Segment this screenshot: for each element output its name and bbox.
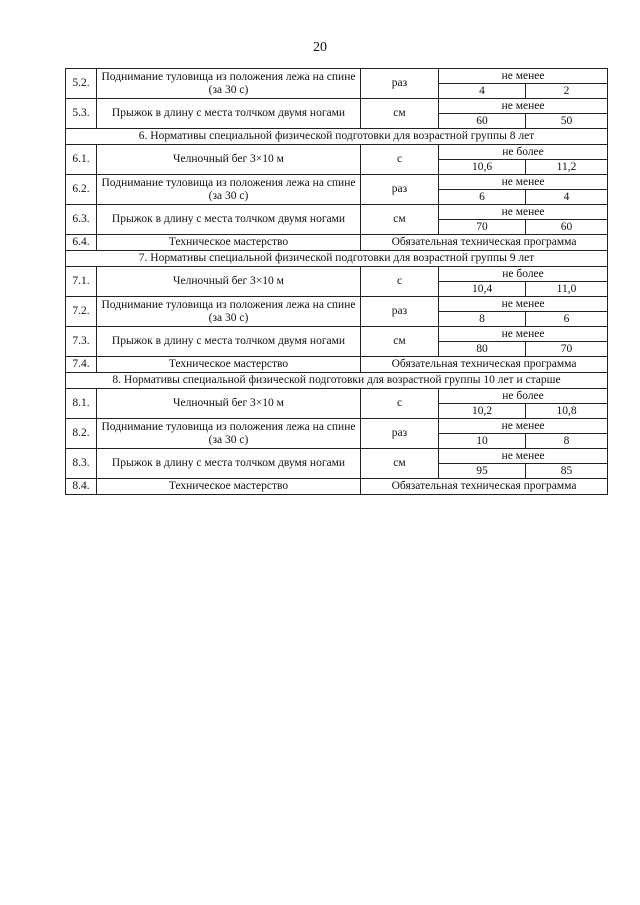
- table-row: [66, 99, 608, 114]
- exercise-name: Техническое мастерство: [97, 357, 361, 373]
- row-number: 7.2.: [66, 297, 97, 327]
- row-number: 7.4.: [66, 357, 97, 373]
- value-girls: 50: [526, 114, 608, 129]
- section-title: 8. Нормативы специальной физической подготовки для возрастной группы 10 лет и старше: [66, 373, 608, 389]
- value-girls: 85: [526, 464, 608, 479]
- unit: раз: [361, 419, 439, 449]
- condition: не менее: [439, 297, 608, 312]
- table-row: [66, 389, 608, 404]
- row-number: 6.1.: [66, 145, 97, 175]
- unit: раз: [361, 297, 439, 327]
- value-boys: 95: [439, 464, 526, 479]
- condition: не менее: [439, 449, 608, 464]
- exercise-name: Поднимание туловища из положения лежа на спине (за 30 с): [97, 297, 361, 327]
- condition: не менее: [439, 69, 608, 84]
- section-header-row: [66, 373, 608, 389]
- unit: см: [361, 99, 439, 129]
- condition: не менее: [439, 205, 608, 220]
- value-boys: 10: [439, 434, 526, 449]
- value-girls: 4: [526, 190, 608, 205]
- exercise-name: Поднимание туловища из положения лежа на спине (за 30 с): [97, 175, 361, 205]
- exercise-name: Техническое мастерство: [97, 235, 361, 251]
- value-boys: 60: [439, 114, 526, 129]
- value-boys: 10,2: [439, 404, 526, 419]
- section-title: 7. Нормативы специальной физической подготовки для возрастной группы 9 лет: [66, 251, 608, 267]
- table-row: [66, 297, 608, 312]
- value-boys: 6: [439, 190, 526, 205]
- exercise-name: Прыжок в длину с места толчком двумя ногами: [97, 99, 361, 129]
- row-number: 8.3.: [66, 449, 97, 479]
- requirement: Обязательная техническая программа: [361, 357, 608, 373]
- section-title: 6. Нормативы специальной физической подготовки для возрастной группы 8 лет: [66, 129, 608, 145]
- unit: с: [361, 145, 439, 175]
- row-number: 7.1.: [66, 267, 97, 297]
- value-girls: 70: [526, 342, 608, 357]
- table-row: [66, 175, 608, 190]
- value-girls: 10,8: [526, 404, 608, 419]
- unit: раз: [361, 69, 439, 99]
- row-number: 8.2.: [66, 419, 97, 449]
- value-girls: 2: [526, 84, 608, 99]
- row-number: 6.4.: [66, 235, 97, 251]
- exercise-name: Челночный бег 3×10 м: [97, 267, 361, 297]
- value-boys: 8: [439, 312, 526, 327]
- table-row: [66, 235, 608, 251]
- exercise-name: Прыжок в длину с места толчком двумя ногами: [97, 449, 361, 479]
- section-header-row: [66, 251, 608, 267]
- condition: не более: [439, 267, 608, 282]
- unit: см: [361, 205, 439, 235]
- value-boys: 80: [439, 342, 526, 357]
- table-row: [66, 327, 608, 342]
- table-row: [66, 267, 608, 282]
- condition: не более: [439, 145, 608, 160]
- condition: не менее: [439, 327, 608, 342]
- exercise-name: Поднимание туловища из положения лежа на спине (за 30 с): [97, 419, 361, 449]
- value-girls: 8: [526, 434, 608, 449]
- requirement: Обязательная техническая программа: [361, 235, 608, 251]
- exercise-name: Челночный бег 3×10 м: [97, 145, 361, 175]
- exercise-name: Прыжок в длину с места толчком двумя ногами: [97, 205, 361, 235]
- standards-table-body: [66, 69, 608, 495]
- row-number: 5.2.: [66, 69, 97, 99]
- value-boys: 4: [439, 84, 526, 99]
- table-row: [66, 479, 608, 495]
- table-row: [66, 145, 608, 160]
- value-girls: 11,2: [526, 160, 608, 175]
- requirement: Обязательная техническая программа: [361, 479, 608, 495]
- value-girls: 60: [526, 220, 608, 235]
- value-boys: 10,6: [439, 160, 526, 175]
- unit: с: [361, 389, 439, 419]
- unit: см: [361, 327, 439, 357]
- table-row: [66, 357, 608, 373]
- value-girls: 11,0: [526, 282, 608, 297]
- condition: не менее: [439, 175, 608, 190]
- row-number: 6.3.: [66, 205, 97, 235]
- condition: не менее: [439, 99, 608, 114]
- page-number: 20: [313, 40, 327, 55]
- row-number: 5.3.: [66, 99, 97, 129]
- unit: раз: [361, 175, 439, 205]
- value-boys: 10,4: [439, 282, 526, 297]
- row-number: 7.3.: [66, 327, 97, 357]
- unit: см: [361, 449, 439, 479]
- exercise-name: Поднимание туловища из положения лежа на спине (за 30 с): [97, 69, 361, 99]
- table-row: [66, 69, 608, 84]
- value-girls: 6: [526, 312, 608, 327]
- unit: с: [361, 267, 439, 297]
- table-row: [66, 205, 608, 220]
- condition: не более: [439, 389, 608, 404]
- row-number: 8.1.: [66, 389, 97, 419]
- condition: не менее: [439, 419, 608, 434]
- standards-table: [65, 68, 608, 495]
- table-row: [66, 449, 608, 464]
- exercise-name: Техническое мастерство: [97, 479, 361, 495]
- exercise-name: Челночный бег 3×10 м: [97, 389, 361, 419]
- row-number: 6.2.: [66, 175, 97, 205]
- exercise-name: Прыжок в длину с места толчком двумя ногами: [97, 327, 361, 357]
- section-header-row: [66, 129, 608, 145]
- table-row: [66, 419, 608, 434]
- row-number: 8.4.: [66, 479, 97, 495]
- value-boys: 70: [439, 220, 526, 235]
